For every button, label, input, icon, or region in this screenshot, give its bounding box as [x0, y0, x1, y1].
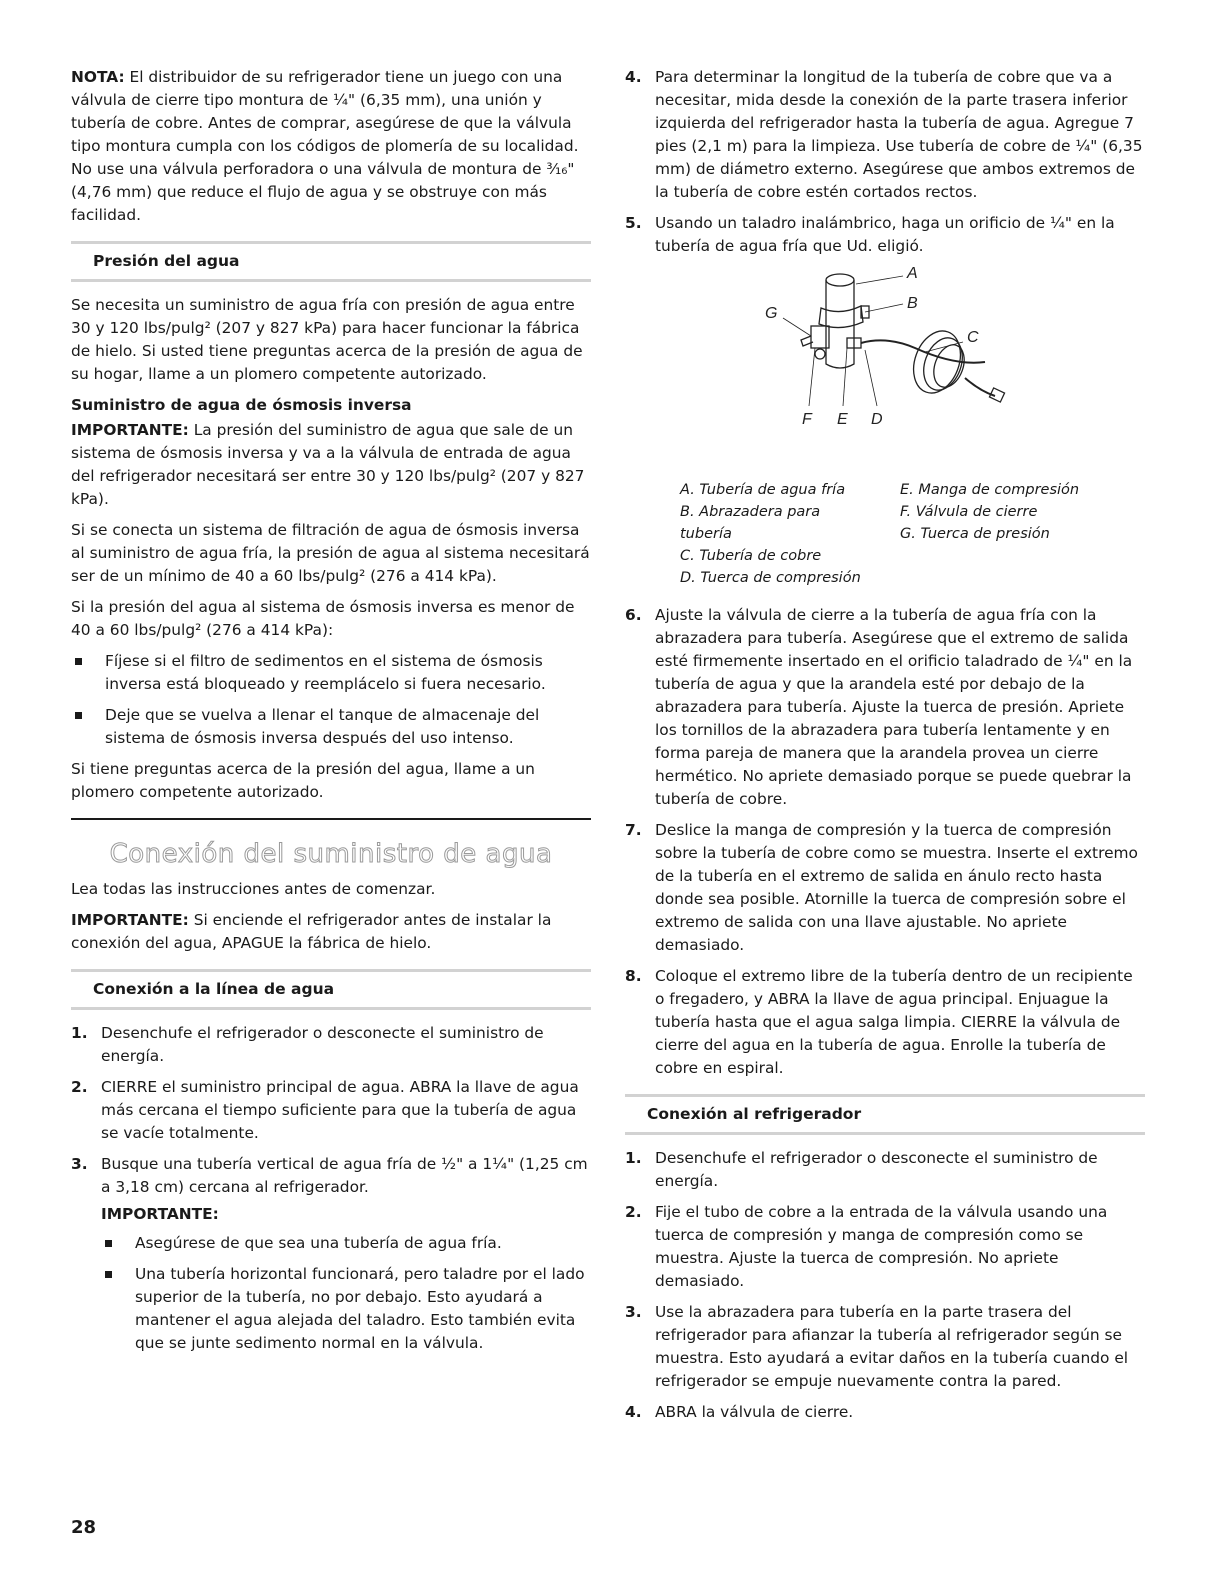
nota-text: El distribuidor de su refrigerador tiene un juego con una válvula de cierre tipo montura de ¼" (6,35 mm), una unión y tubería de cobre. Antes de comprar, asegúrese de que la válvula tipo montura cumpla con los códigos de plomería de su localidad. No use una válvula perforadora o una válvula de montura de ³⁄₁₆" (4,76 mm) que reduce el flujo de agua y se obstruye con más facilidad.: [71, 68, 579, 224]
legend-item: F. Válvula de cierre: [900, 504, 1038, 520]
linea-heading: Conexión a la línea de agua: [71, 969, 591, 1010]
bullet-square-icon: [75, 712, 82, 719]
list-item-text: Asegúrese de que sea una tubería de agua fría.: [135, 1234, 502, 1252]
osmosis-importante-paragraph: [71, 419, 591, 511]
cold-water-pipe: [826, 280, 854, 368]
list-item-text: Deje que se vuelva a llenar el tanque de almacenaje del sistema de ósmosis inversa después del uso intenso.: [105, 706, 540, 747]
figure-label-g: G: [765, 305, 778, 322]
steps-4-5: [625, 66, 1145, 258]
legend-right-column: [900, 479, 1079, 545]
list-item: [71, 650, 591, 696]
step-item: [71, 1076, 591, 1145]
step-number: 7.: [625, 821, 642, 839]
left-column: [71, 66, 591, 1363]
bullet-square-icon: [105, 1240, 112, 1247]
step-item: [625, 212, 1145, 258]
refrigerador-heading: Conexión al refrigerador: [625, 1094, 1145, 1135]
step-item: [625, 66, 1145, 204]
figure-label-d: D: [871, 411, 883, 428]
step-text: Fije el tubo de cobre a la entrada de la válvula usando una tuerca de compresión y manga de compresión como se muestra. Ajuste la tuerca de compresión. No apriete demasiado.: [655, 1203, 1108, 1290]
valve-illustration: [625, 266, 1145, 471]
list-item: [71, 704, 591, 750]
list-item-text: Una tubería horizontal funcionará, pero taladre por el lado superior de la tubería, no por debajo. Esto ayudará a mantener el agua alejada del taladro. Esto también evita que se junte sedimento normal en la válvula.: [135, 1265, 585, 1352]
step-number: 4.: [625, 1403, 642, 1421]
legend-left-column: [680, 479, 861, 589]
step-number: 2.: [71, 1078, 88, 1096]
osmosis-importante-text: La presión del suministro de agua que sale de un sistema de ósmosis inversa y va a la válvula de entrada de agua del refrigerador necesitará ser entre 30 y 120 lbs/pulg² (207 y 827 kPa).: [71, 421, 585, 508]
pressure-nut: [815, 349, 825, 359]
step-number: 1.: [71, 1024, 88, 1042]
list-item: [101, 1232, 591, 1255]
leader-a: [856, 276, 903, 284]
page-number: 28: [71, 1517, 97, 1538]
step-item: [625, 1201, 1145, 1293]
nota-paragraph: [71, 66, 591, 227]
legend-item: D. Tuerca de compresión: [680, 570, 861, 586]
leader-d: [865, 350, 877, 406]
figure-label-c: C: [967, 329, 979, 346]
step-number: 5.: [625, 214, 642, 232]
pipe-top-ellipse: [826, 274, 854, 286]
list-item-text: Fíjese si el filtro de sedimentos en el sistema de ósmosis inversa está bloqueado y reemplácelo si fuera necesario.: [105, 652, 546, 693]
step-item: [625, 965, 1145, 1080]
linea-step-list: [71, 1022, 591, 1355]
step-text: ABRA la válvula de cierre.: [655, 1403, 854, 1421]
step-text: Deslice la manga de compresión y la tuerca de compresión sobre la tubería de cobre como se muestra. Inserte el extremo de la tubería en el extremo de salida en ánulo recto hasta donde sea posible. Atornille la tuerca de compresión sobre el extremo de salida con una llave ajustable. No apriete demasiado.: [655, 821, 1138, 954]
section-divider: [71, 818, 591, 820]
presion-heading: Presión del agua: [71, 241, 591, 282]
legend-item: G. Tuerca de presión: [900, 526, 1050, 542]
step-number: 4.: [625, 68, 642, 86]
step-text: Desenchufe el refrigerador o desconecte el suministro de energía.: [655, 1149, 1098, 1190]
importante-2-paragraph: [71, 909, 591, 955]
valve-diagram-svg: [625, 266, 1145, 471]
bullet-square-icon: [105, 1271, 112, 1278]
leader-c: [925, 342, 963, 352]
step-text: Desenchufe el refrigerador o desconecte el suministro de energía.: [101, 1024, 544, 1065]
step-number: 2.: [625, 1203, 642, 1221]
legend-item: E. Manga de compresión: [900, 482, 1080, 498]
importante-2-text: Si enciende el refrigerador antes de instalar la conexión del agua, APAGUE la fábrica de hielo.: [71, 911, 552, 952]
importante-label: IMPORTANTE:: [71, 911, 189, 929]
tube-coil-1: [905, 324, 968, 399]
right-column: [625, 66, 1145, 1432]
step-item: [625, 1301, 1145, 1393]
figure-label-b: B: [907, 295, 918, 312]
nota-label: NOTA:: [71, 68, 125, 86]
leader-g: [783, 318, 811, 336]
leader-e: [843, 348, 847, 406]
steps-6-8: [625, 604, 1145, 1080]
figure-label-a: A: [907, 266, 918, 282]
leader-b: [865, 304, 903, 312]
presion-paragraph: Se necesita un suministro de agua fría con presión de agua entre 30 y 120 lbs/pulg² (207 y 827 kPa) para hacer funcionar la fábrica de hielo. Si usted tiene preguntas acerca de la presión de agua de su hogar, llame a un plomero competente autorizado.: [71, 296, 583, 383]
step-item: [71, 1022, 591, 1068]
step-item: [625, 1147, 1145, 1193]
bullet-square-icon: [75, 658, 82, 665]
osmosis-bullet-list: [71, 650, 591, 750]
step-item: [625, 819, 1145, 957]
step3-bullet-list: [101, 1232, 591, 1355]
osmosis-paragraph-2: Si se conecta un sistema de filtración de agua de ósmosis inversa al suministro de agua fría, la presión de agua al sistema necesitará ser de un mínimo de 40 a 60 lbs/pulg² (276 a 414 kPa).: [71, 521, 590, 585]
figure-label-e: E: [837, 411, 848, 428]
step-text: Coloque el extremo libre de la tubería dentro de un recipiente o fregadero, y ABRA la llave de agua principal. Enjuague la tubería hasta que el agua salga limpia. CIERRE la válvula de cierre del agua en la tubería de agua. Enrolle la tubería de cobre en espiral.: [655, 967, 1133, 1077]
figure-legend: [625, 479, 1145, 594]
step-item: [625, 604, 1145, 811]
refrigerador-step-list: [625, 1147, 1145, 1424]
figure-label-f: F: [802, 411, 812, 428]
step-number: 6.: [625, 606, 642, 624]
tube-coil-2: [917, 332, 969, 395]
step-number: 3.: [71, 1155, 88, 1173]
step3-importante-label: IMPORTANTE:: [101, 1205, 219, 1223]
step-text: Usando un taladro inalámbrico, haga un orificio de ¼" en la tubería de agua fría que Ud. eligió.: [655, 214, 1115, 255]
step-number: 3.: [625, 1303, 642, 1321]
legend-item: C. Tubería de cobre: [680, 548, 822, 564]
osmosis-heading: Suministro de agua de ósmosis inversa: [71, 396, 412, 414]
legend-item: A. Tubería de agua fría: [680, 482, 846, 498]
importante-label: IMPORTANTE:: [71, 421, 189, 439]
leader-f: [809, 348, 815, 406]
osmosis-paragraph-3: Si la presión del agua al sistema de ósmosis inversa es menor de 40 a 60 lbs/pulg² (276 a 414 kPa):: [71, 598, 575, 639]
lea-paragraph: Lea todas las instrucciones antes de comenzar.: [71, 880, 436, 898]
legend-item: B. Abrazadera para tubería: [680, 504, 821, 542]
step-item: [71, 1153, 591, 1355]
step-text: Para determinar la longitud de la tubería de cobre que va a necesitar, mida desde la conexión de la parte trasera inferior izquierda del refrigerador hasta la tubería de agua. Agregue 7 pies (2,1 m) para la limpieza. Use tubería de cobre de ¼" (6,35 mm) de diámetro externo. Asegúrese que ambos extremos de la tubería de cobre estén cortados rectos.: [655, 68, 1143, 201]
step-text: Ajuste la válvula de cierre a la tubería de agua fría con la abrazadera para tubería. Asegúrese que el extremo de salida esté firmemente insertado en el orificio taladrado de ¼" en la tubería de agua y que la arandela esté por debajo de la abrazadera para tubería. Ajuste la tuerca de presión. Apriete los tornillos de la abrazadera para tubería lentamente y en forma pareja de manera que la arandela provea un cierre hermético. No apriete demasiado porque se puede quebrar la tubería de cobre.: [655, 606, 1133, 808]
step-number: 1.: [625, 1149, 642, 1167]
osmosis-paragraph-4: Si tiene preguntas acerca de la presión del agua, llame a un plomero competente autorizado.: [71, 760, 535, 801]
section-title: Conexión del suministro de agua: [109, 839, 553, 869]
step-item: [625, 1401, 1145, 1424]
list-item: [101, 1263, 591, 1355]
step-number: 8.: [625, 967, 642, 985]
step-text: CIERRE el suministro principal de agua. ABRA la llave de agua más cercana el tiempo suficiente para que la tubería de agua se vacíe totalmente.: [101, 1078, 579, 1142]
step-text: Use la abrazadera para tubería en la parte trasera del refrigerador para afianzar la tubería al refrigerador según se muestra. Esto ayudará a evitar daños en la tubería cuando el refrigerador se empuje nuevamente contra la pared.: [655, 1303, 1129, 1390]
step-text: Busque una tubería vertical de agua fría de ½" a 1¼" (1,25 cm a 3,18 cm) cercana al refrigerador.: [101, 1155, 588, 1196]
